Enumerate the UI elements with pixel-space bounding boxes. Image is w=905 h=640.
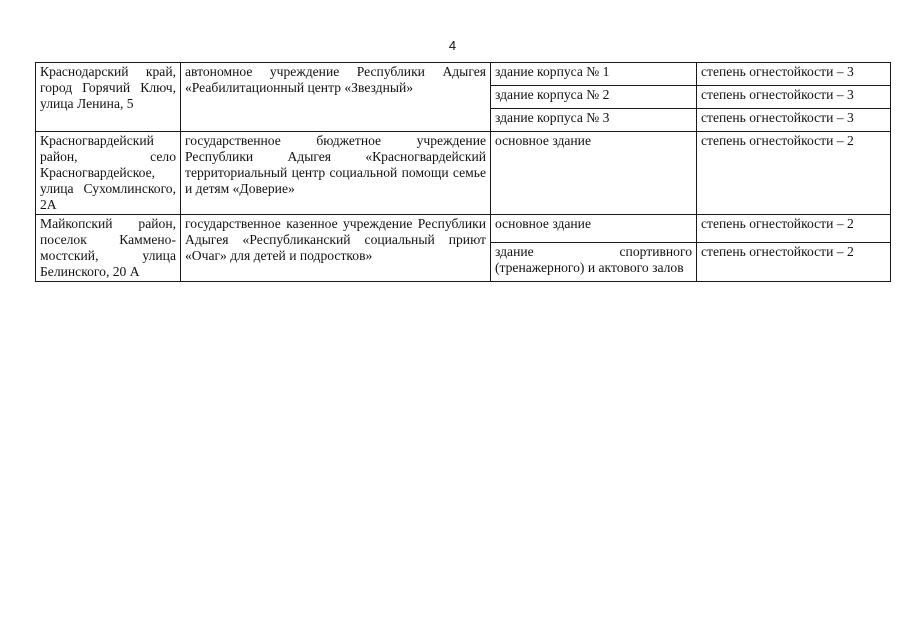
fire-resistance-cell: степень огнестойкости – 2 [697, 243, 891, 282]
table-row [36, 215, 891, 243]
table-row [36, 132, 891, 215]
fire-resistance-cell: степень огнестойкости – 3 [697, 63, 891, 86]
fire-resistance-cell: степень огнестойкости – 3 [697, 109, 891, 132]
organization-cell: государственное бюджетное учреждение Республики Адыгея «Красногвардейский территориальный центр социальной помощи семье и детям «Доверие» [181, 132, 491, 215]
building-cell: здание корпуса № 1 [491, 63, 697, 86]
building-cell: здание корпуса № 2 [491, 86, 697, 109]
page-number: 4 [448, 38, 457, 53]
location-cell: Краснодарский край, город Горячий Ключ, улица Ленина, 5 [36, 63, 181, 132]
table-row [36, 63, 891, 86]
organization-cell: автономное учреждение Республики Адыгея «Реабилитационный центр «Звездный» [181, 63, 491, 132]
fire-resistance-cell: степень огнестойкости – 2 [697, 215, 891, 243]
fire-resistance-cell: степень огнестойкости – 3 [697, 86, 891, 109]
location-cell: Майкопский район, поселок Каммено-мостский, улица Белинского, 20 А [36, 215, 181, 282]
location-cell: Красногвардейский район, село Красногвардейское, улица Сухомлинского, 2А [36, 132, 181, 215]
organization-cell: государственное казенное учреждение Республики Адыгея «Республиканский социальный приют «Очаг» для детей и подростков» [181, 215, 491, 282]
building-cell: здание спортивного (тренажерного) и актового залов [491, 243, 697, 282]
building-cell: основное здание [491, 132, 697, 215]
fire-resistance-cell: степень огнестойкости – 2 [697, 132, 891, 215]
facilities-table [35, 62, 891, 282]
building-cell: здание корпуса № 3 [491, 109, 697, 132]
building-cell: основное здание [491, 215, 697, 243]
